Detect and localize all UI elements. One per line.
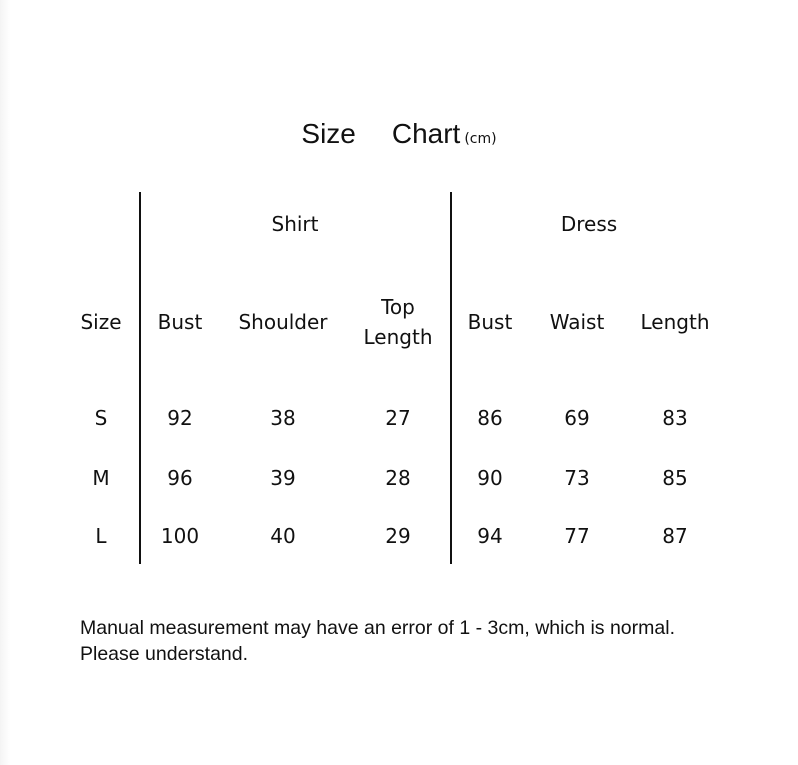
measurement-note bbox=[80, 615, 780, 667]
row-l-waist: 77 bbox=[564, 524, 590, 548]
row-m-dress-bust: 90 bbox=[477, 466, 503, 490]
group-header-shirt: Shirt bbox=[271, 212, 319, 236]
col-header-length: Length bbox=[640, 310, 710, 334]
table-divider-left bbox=[139, 192, 141, 564]
col-header-shoulder: Shoulder bbox=[238, 310, 328, 334]
table-divider-right bbox=[450, 192, 452, 564]
note-line-2: Please understand. bbox=[80, 643, 249, 665]
note-line-1: Manual measurement may have an error of 1 - 3cm, which is normal. bbox=[80, 617, 675, 639]
group-header-dress: Dress bbox=[560, 212, 618, 236]
row-l-dress-bust: 94 bbox=[477, 524, 503, 548]
row-s-length: 83 bbox=[662, 406, 688, 430]
row-m-shoulder: 39 bbox=[270, 466, 296, 490]
row-s-shoulder: 38 bbox=[270, 406, 296, 430]
row-l-shirt-bust: 100 bbox=[160, 524, 200, 548]
title-word-chart: Chart bbox=[391, 118, 461, 149]
row-m-shirt-bust: 96 bbox=[167, 466, 193, 490]
row-s-size: S bbox=[94, 406, 108, 430]
col-header-waist: Waist bbox=[549, 310, 605, 334]
chart-title bbox=[0, 118, 798, 150]
top-length-line2: Length bbox=[363, 325, 433, 349]
top-length-line1: Top bbox=[381, 295, 415, 319]
row-m-length: 85 bbox=[662, 466, 688, 490]
row-s-top-length: 27 bbox=[385, 406, 411, 430]
row-m-waist: 73 bbox=[564, 466, 590, 490]
col-header-dress-bust: Bust bbox=[467, 310, 513, 334]
title-unit: (cm) bbox=[464, 131, 497, 147]
row-l-shoulder: 40 bbox=[270, 524, 296, 548]
col-header-top-length bbox=[364, 292, 433, 352]
row-s-shirt-bust: 92 bbox=[167, 406, 193, 430]
col-header-shirt-bust: Bust bbox=[157, 310, 203, 334]
row-l-size: L bbox=[95, 524, 107, 548]
row-l-length: 87 bbox=[662, 524, 688, 548]
row-m-size: M bbox=[92, 466, 110, 490]
row-l-top-length: 29 bbox=[385, 524, 411, 548]
row-m-top-length: 28 bbox=[385, 466, 411, 490]
title-word-size: Size bbox=[301, 118, 356, 149]
left-edge-shadow bbox=[0, 0, 10, 765]
row-s-waist: 69 bbox=[564, 406, 590, 430]
col-header-size: Size bbox=[80, 310, 122, 334]
row-s-dress-bust: 86 bbox=[477, 406, 503, 430]
